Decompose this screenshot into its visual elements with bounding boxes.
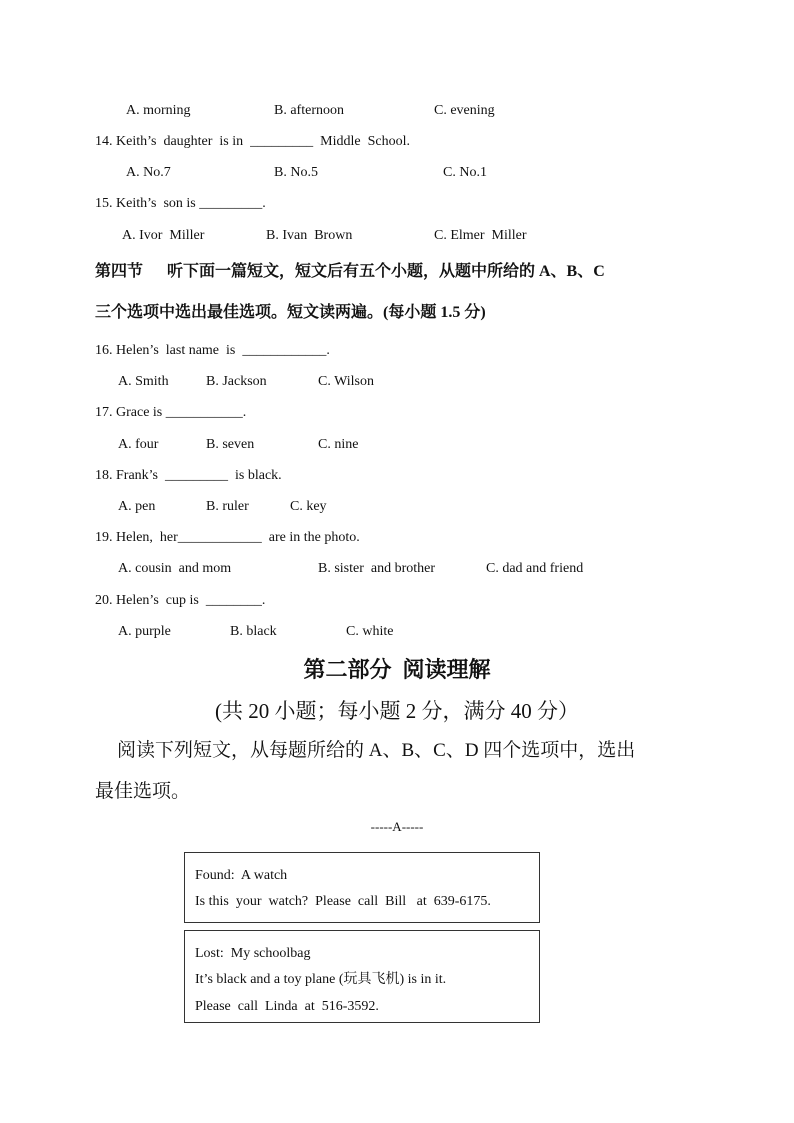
lost-notice-title: Lost: My schoolbag	[195, 946, 311, 961]
q17-option-b: B. seven	[206, 437, 255, 452]
q20-stem: 20. Helen’s cup is ________.	[95, 593, 266, 608]
q14-option-c: C. No.1	[443, 165, 487, 180]
q15-stem: 15. Keith’s son is _________.	[95, 196, 266, 211]
q15-option-c: C. Elmer Miller	[434, 228, 527, 243]
q16-option-b: B. Jackson	[206, 374, 267, 389]
lost-notice-contact: Please call Linda at 516-3592.	[195, 999, 379, 1014]
found-notice-body: Is this your watch? Please call Bill at 639-6175.	[195, 894, 491, 909]
q16-option-a: A. Smith	[118, 374, 169, 389]
part2-instruction-line2: 最佳选项。	[95, 781, 191, 802]
q19-option-c: C. dad and friend	[486, 561, 584, 576]
q17-stem: 17. Grace is ___________.	[95, 405, 247, 420]
q16-option-c: C. Wilson	[318, 374, 374, 389]
q20-option-a: A. purple	[118, 624, 171, 639]
q13-option-b: B. afternoon	[274, 103, 344, 118]
q13-option-c: C. evening	[434, 103, 495, 118]
q14-stem: 14. Keith’s daughter is in _________ Middle School.	[95, 134, 410, 149]
q16-stem: 16. Helen’s last name is ____________.	[95, 343, 330, 358]
part2-instruction-line1: 阅读下列短文，从每题所给的 A、B、C、D 四个选项中，选出	[117, 740, 636, 761]
q18-option-a: A. pen	[118, 499, 156, 514]
q20-option-c: C. white	[346, 624, 394, 639]
q19-option-a: A. cousin and mom	[118, 561, 232, 576]
lost-notice-description: It’s black and a toy plane (玩具飞机) is in it.	[195, 972, 447, 987]
q15-option-b: B. Ivan Brown	[266, 228, 353, 243]
q17-option-c: C. nine	[318, 437, 359, 452]
q19-stem: 19. Helen, her____________ are in the photo.	[95, 530, 360, 545]
q18-option-b: B. ruler	[206, 499, 249, 514]
q15-option-a: A. Ivor Miller	[122, 228, 205, 243]
found-notice-title: Found: A watch	[195, 868, 288, 883]
q18-stem: 18. Frank’s _________ is black.	[95, 468, 282, 483]
part2-subtitle: (共 20 小题；每小题 2 分，满分 40 分）	[215, 699, 579, 723]
lost-notice-box	[184, 930, 540, 1023]
section4-heading-line2: 三个选项中选出最佳选项。短文读两遍。(每小题 1.5 分)	[95, 304, 486, 321]
q20-option-b: B. black	[230, 624, 277, 639]
q19-option-b: B. sister and brother	[318, 561, 436, 576]
part2-title: 第二部分 阅读理解	[303, 657, 491, 682]
passage-label: -----A-----	[370, 819, 424, 834]
q17-option-a: A. four	[118, 437, 159, 452]
q14-option-a: A. No.7	[126, 165, 171, 180]
q13-option-a: A. morning	[126, 103, 191, 118]
section4-heading-line1: 第四节 听下面一篇短文，短文后有五个小题，从题中所给的 A、B、C	[95, 263, 605, 280]
found-notice-box	[184, 852, 540, 923]
q14-option-b: B. No.5	[274, 165, 318, 180]
q18-option-c: C. key	[290, 499, 327, 514]
